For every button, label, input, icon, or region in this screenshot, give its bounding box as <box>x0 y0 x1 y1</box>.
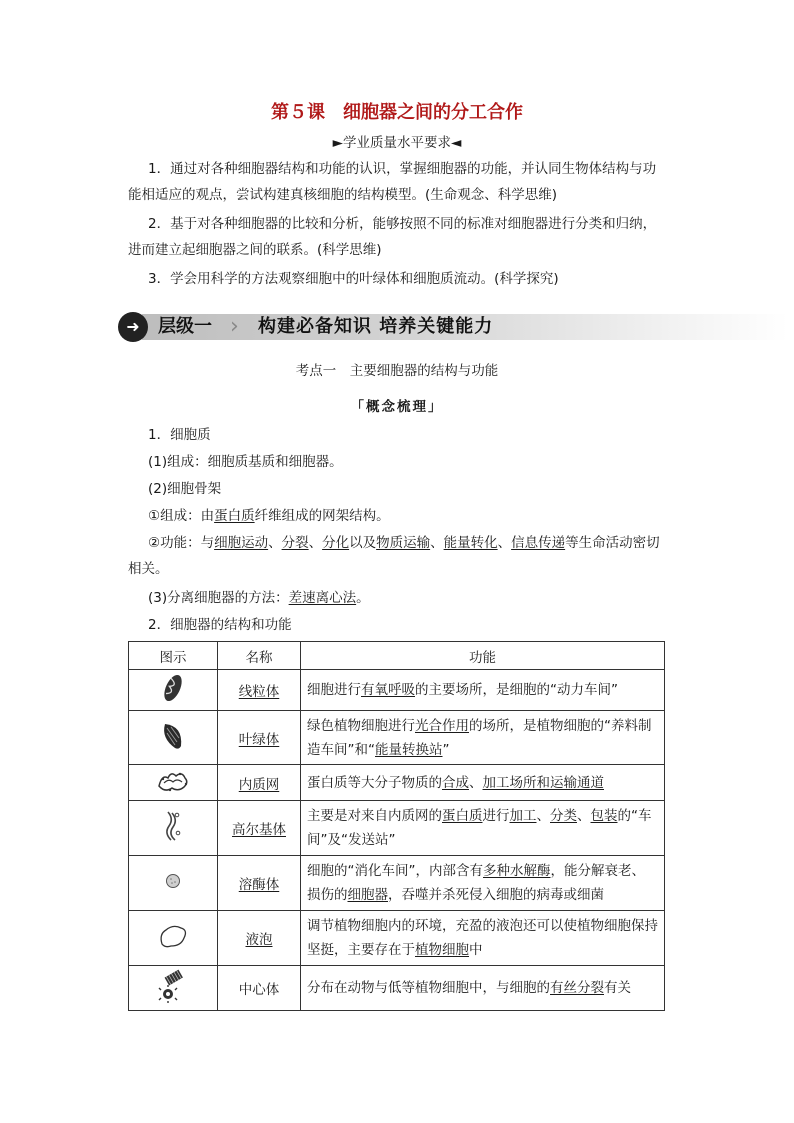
icon-cell <box>129 856 218 911</box>
answer-blank: 合成 <box>442 774 469 791</box>
icon-cell <box>129 711 218 765</box>
function-cell <box>301 801 665 856</box>
answer-blank: 分裂 <box>281 535 309 551</box>
cytoskeleton-function-line2: 相关。 <box>128 561 169 577</box>
function-text: 的主要场所，是细胞的“动力车间” <box>415 682 618 698</box>
function-text: 分布在动物与低等植物细胞中，与细胞的 <box>307 980 550 996</box>
section-1b: (2)细胞骨架 <box>148 481 222 497</box>
function-cell <box>301 765 665 801</box>
cytoskeleton-composition <box>148 503 390 529</box>
answer-blank: 能量转换站 <box>375 741 443 758</box>
icon-cell <box>129 801 218 856</box>
answer-blank: 分类 <box>550 808 577 824</box>
section-2-title: 2．细胞器的结构和功能 <box>148 617 292 633</box>
organelle-name-text: 中心体 <box>238 982 280 998</box>
function-text: 、 <box>536 808 550 824</box>
answer-blank: 植物细胞 <box>415 942 469 958</box>
icon-cell <box>129 765 218 801</box>
organelle-name <box>218 966 301 1011</box>
text: 等生命活动密切 <box>565 535 660 551</box>
organelle-name-text: 线粒体 <box>238 684 280 700</box>
banner-text: 构建必备知识 培养关键能力 <box>258 316 494 337</box>
function-text: 蛋白质等大分子物质的 <box>307 774 442 791</box>
table-row <box>129 765 665 801</box>
function-text: 细胞的“消化车间”，内部含有 <box>307 863 483 879</box>
banner-level: 层级一 <box>158 316 212 337</box>
function-text: 细胞进行 <box>307 682 361 698</box>
function-text: ，能分解衰老、损伤的 <box>307 863 645 903</box>
text: ①组成：由 <box>148 508 215 524</box>
section-1a: (1)组成：细胞质基质和细胞器。 <box>148 454 343 470</box>
table-row <box>129 966 665 1011</box>
function-cell <box>301 966 665 1011</box>
function-cell <box>301 856 665 911</box>
requirement-3-line1: 3．学会用科学的方法观察细胞中的叶绿体和细胞质流动。(科学探究) <box>148 271 559 287</box>
text: 。 <box>356 590 370 606</box>
organelle-name <box>218 801 301 856</box>
cytoskeleton-function <box>148 530 678 556</box>
function-cell <box>301 670 665 711</box>
text: 、 <box>497 535 512 551</box>
answer-blank: 分化 <box>322 535 350 551</box>
vacuole-icon <box>157 922 189 950</box>
text: (3)分离细胞器的方法： <box>148 590 289 606</box>
requirement-1-line1: 1．通过对各种细胞器结构和功能的认识，掌握细胞器的功能，并认同生物体结构与功 <box>148 161 657 177</box>
function-text: 中 <box>469 942 483 958</box>
answer-blank: 包装 <box>590 808 618 824</box>
organelle-table <box>128 641 665 1011</box>
answer-blank: 蛋白质 <box>214 508 255 524</box>
function-text: 、 <box>577 808 591 824</box>
answer-blank: 细胞运动 <box>214 535 269 551</box>
requirement-2-line2: 进而建立起细胞器之间的联系。(科学思维) <box>128 242 382 258</box>
function-cell <box>301 711 665 765</box>
function-text: 、 <box>469 774 483 791</box>
answer-blank: 细胞器 <box>347 887 388 903</box>
header-icon: 图示 <box>129 642 218 670</box>
organelle-name <box>218 670 301 711</box>
text: 、 <box>268 535 282 551</box>
centrosome-icon <box>158 968 188 1004</box>
answer-blank: 有氧呼吸 <box>361 682 415 698</box>
function-text: 绿色植物细胞进行 <box>307 717 415 734</box>
organelle-name-text: 内质网 <box>238 776 280 793</box>
text: 、 <box>308 535 323 551</box>
function-text: ，吞噬并杀死侵入细胞的病毒或细菌 <box>388 887 604 903</box>
icon-cell <box>129 670 218 711</box>
kaodian-heading: 考点一 主要细胞器的结构与功能 <box>295 363 499 379</box>
answer-blank: 加工 <box>509 808 537 824</box>
separation-method <box>148 585 370 611</box>
text: 以及 <box>349 535 377 551</box>
answer-blank: 光合作用 <box>415 717 469 734</box>
function-text: 进行 <box>482 808 510 824</box>
header-function: 功能 <box>301 642 665 670</box>
text: 纤维组成的网架结构。 <box>254 508 390 524</box>
golgi-icon <box>162 809 184 843</box>
organelle-name <box>218 911 301 966</box>
function-text: 有关 <box>604 980 631 996</box>
table-row <box>129 911 665 966</box>
table-row <box>129 711 665 765</box>
text: 、 <box>430 535 444 551</box>
organelle-name <box>218 765 301 801</box>
er-icon <box>156 768 190 794</box>
function-text: ” <box>442 741 450 758</box>
organelle-name <box>218 856 301 911</box>
organelle-name-text: 叶绿体 <box>238 731 280 748</box>
text: ②功能：与 <box>148 535 215 551</box>
answer-blank: 能量转化 <box>443 535 498 551</box>
table-header-row <box>129 642 665 670</box>
function-text: 的场所，是植物细胞的“养料制造车间”和“ <box>307 717 652 758</box>
answer-blank: 信息传递 <box>511 535 566 551</box>
function-cell <box>301 911 665 966</box>
mitochondrion-icon <box>159 672 187 704</box>
function-text: 的“车间”及“发送站” <box>307 808 652 848</box>
organelle-name-text: 高尔基体 <box>232 822 286 838</box>
answer-blank: 物质运输 <box>376 535 431 551</box>
answer-blank: 多种水解酶 <box>483 863 551 879</box>
answer-blank: 加工场所和运输通道 <box>482 774 604 791</box>
concept-heading: 「概念梳理」 <box>350 399 444 415</box>
page-title: 第５课 细胞器之间的分工合作 <box>271 102 523 123</box>
organelle-name-text: 溶酶体 <box>238 877 280 893</box>
lysosome-icon <box>163 871 183 891</box>
requirement-heading: ►学业质量水平要求◄ <box>332 135 462 151</box>
chloroplast-icon <box>159 720 187 752</box>
organelle-name-text: 液泡 <box>245 932 273 948</box>
arrow-right-icon: ➜ <box>118 312 148 342</box>
header-name: 名称 <box>218 642 301 670</box>
icon-cell <box>129 966 218 1011</box>
icon-cell <box>129 911 218 966</box>
table-row <box>129 670 665 711</box>
requirement-2-line1: 2．基于对各种细胞器的比较和分析，能够按照不同的标准对细胞器进行分类和归纳， <box>148 216 657 232</box>
organelle-name <box>218 711 301 765</box>
chevron-right-icon: › <box>230 314 239 339</box>
requirement-1-line2: 能相适应的观点，尝试构建真核细胞的结构模型。(生命观念、科学思维) <box>128 187 558 203</box>
answer-blank: 差速离心法 <box>288 590 357 606</box>
table-row <box>129 801 665 856</box>
function-text: 主要是对来自内质网的 <box>307 808 442 824</box>
answer-blank: 蛋白质 <box>442 808 483 824</box>
section-banner <box>118 312 788 342</box>
section-1-title: 1．细胞质 <box>148 427 211 443</box>
table-row <box>129 856 665 911</box>
answer-blank: 有丝分裂 <box>550 980 604 996</box>
function-text: 调节植物细胞内的环境，充盈的液泡还可以使植物细胞保持坚挺，主要存在于 <box>307 918 658 958</box>
